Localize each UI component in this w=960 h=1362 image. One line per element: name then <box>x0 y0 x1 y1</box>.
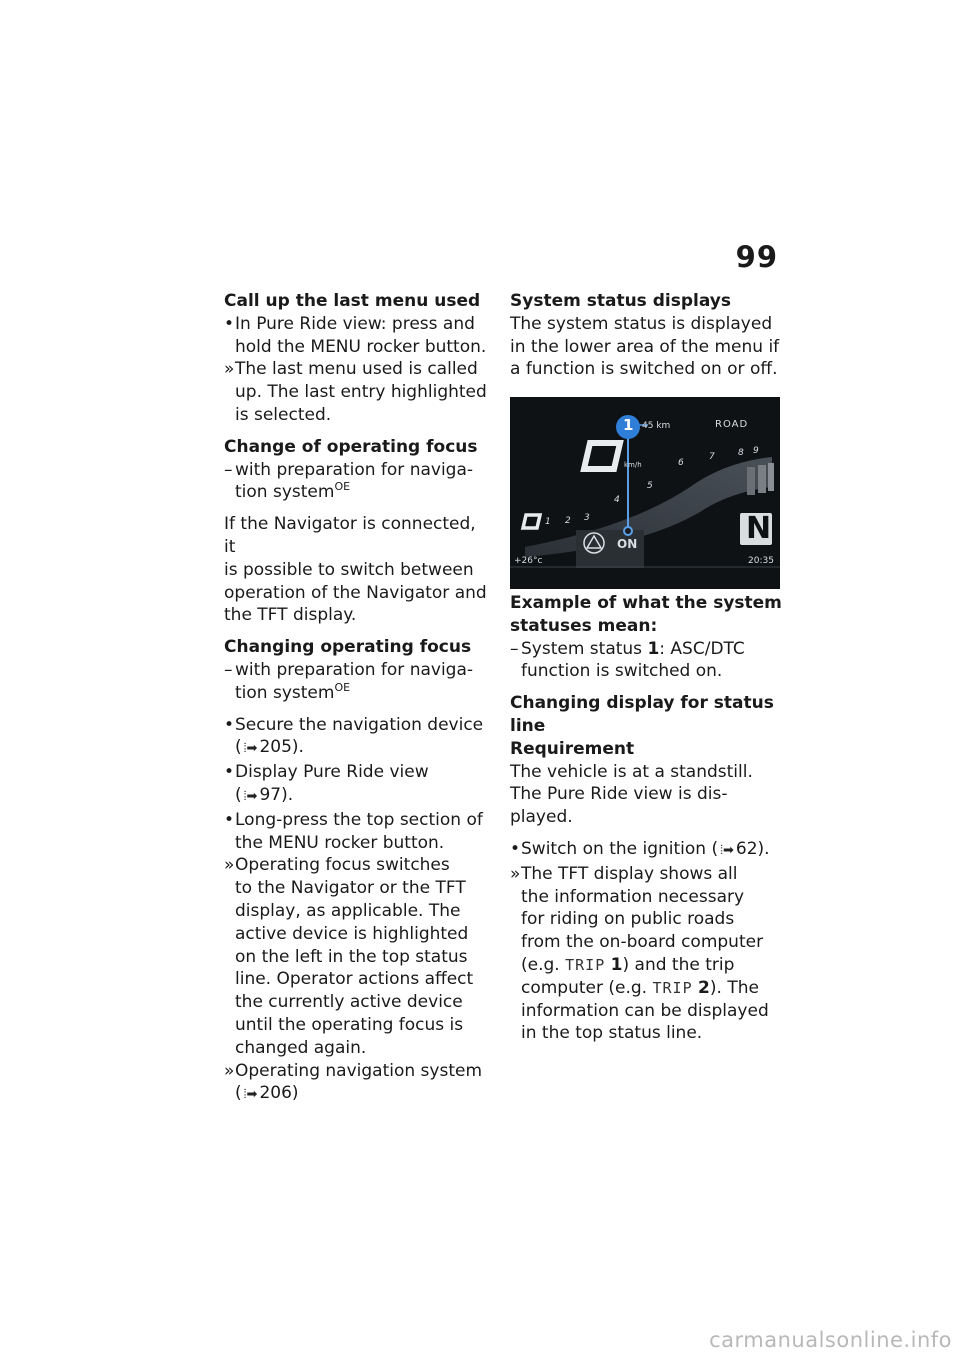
rpm-segment <box>747 467 755 495</box>
bullet-icon: • <box>224 714 235 735</box>
bar-digit <box>523 515 540 528</box>
dash-icon: – <box>510 638 519 659</box>
status-value: ON <box>617 537 638 551</box>
rpm-label: 3 <box>584 513 590 523</box>
heading-changing-focus: Changing operating focus <box>224 637 472 658</box>
rpm-label: 4 <box>614 495 620 505</box>
page-ref-arrow-icon: ⦙➡ <box>243 788 258 804</box>
gear-indicator: N <box>746 511 772 546</box>
result-arrow-icon: » <box>224 359 235 380</box>
temperature: +26°c <box>514 556 543 566</box>
rpm-label: 6 <box>678 458 684 468</box>
speed-unit: km/h <box>624 461 642 469</box>
oe-marker: OE <box>334 480 351 494</box>
range-readout: 45 km <box>642 421 671 431</box>
result-tft-display: » The TFT display shows all the information necessary for riding on public roads from the on-board computer (e.g. TRIP 1) and the trip computer (e.g. TRIP 2). The information can be displayed in the top status line. <box>510 863 769 1044</box>
page-ref-link[interactable]: 97). <box>259 784 294 805</box>
bullet-pure-ride: • Display Pure Ride view ( ⦙➡ 97). <box>224 761 492 809</box>
rpm-label: 2 <box>565 516 571 526</box>
oe-marker: OE <box>334 680 351 694</box>
option-navigation: – with preparation for naviga- tion system$^{OE}$ <box>224 459 474 503</box>
riding-mode: ROAD <box>715 419 749 430</box>
item-system-status-1: – System status 1: ASC/DTC function is switched on. <box>510 638 745 682</box>
bullet-secure-device: • Secure the navigation device ( ⦙➡ 205). <box>224 714 492 762</box>
heading-changing-display: Changing display for status line <box>510 693 774 736</box>
page-ref-link[interactable]: 205). <box>259 737 304 758</box>
result-focus-switches: » Operating focus switches to the Navigator or the TFT display, as applicable. The active device is highlighted on the left in the top status line. Operator actions affect the currently active device until the operating focus is changed again. <box>224 855 474 1058</box>
paragraph-navigator: If the Navigator is connected, it is possible to switch between operation of the Navigator and the TFT display. <box>224 514 487 626</box>
page-ref-link[interactable]: 62). <box>735 838 770 859</box>
rpm-label: 5 <box>647 481 653 491</box>
rpm-band <box>525 457 772 557</box>
left-column <box>224 290 492 1107</box>
rpm-label: 8 <box>738 448 744 458</box>
page-number: 99 <box>735 240 778 274</box>
result-operating-nav: » Operating navigation system ( ⦙➡ 206) <box>224 1060 492 1108</box>
callout-number: 1 <box>623 416 634 434</box>
rpm-segment <box>758 465 766 493</box>
rpm-label: 7 <box>709 452 715 462</box>
rpm-label: 9 <box>753 446 759 456</box>
rpm-segment <box>768 463 774 491</box>
result-arrow-icon: » <box>224 1060 235 1081</box>
callout-anchor <box>624 527 632 535</box>
speed-digit <box>584 443 620 469</box>
result-arrow-icon: » <box>224 855 235 876</box>
paragraph-system-status: The system status is displayed in the lower area of the menu if a function is switched on or off. <box>510 313 780 380</box>
bullet-long-press: • Long-press the top section of the MENU rocker button. <box>224 809 483 853</box>
bullet-ignition: • Switch on the ignition ( ⦙➡ 62). <box>510 838 782 863</box>
page-ref-arrow-icon: ⦙➡ <box>720 842 734 858</box>
bullet-icon: • <box>224 762 235 783</box>
bullet-icon: • <box>224 313 235 334</box>
result-last-menu: » The last menu used is called up. The last entry highlighted is selected. <box>224 359 487 425</box>
dash-icon: – <box>224 459 233 480</box>
page-ref-link[interactable]: 206) <box>259 1083 299 1104</box>
bullet-icon: • <box>224 809 235 830</box>
page-ref-arrow-icon: ⦙➡ <box>243 741 258 757</box>
watermark: carmanualsonline.info <box>709 1328 952 1352</box>
heading-example: Example of what the system statuses mean: <box>510 593 782 636</box>
trip-label: TRIP <box>565 955 606 974</box>
paragraph-requirement: The vehicle is at a standstill. The Pure Ride view is dis- played. <box>510 761 753 828</box>
trip-label: TRIP <box>652 978 693 997</box>
result-arrow-icon: » <box>510 863 521 884</box>
right-column-bottom <box>510 592 782 1045</box>
rpm-label: 1 <box>545 517 551 527</box>
right-column-top <box>510 290 782 381</box>
tft-display-figure <box>510 397 780 589</box>
heading-last-menu: Call up the last menu used <box>224 291 481 311</box>
heading-system-status: System status displays <box>510 291 731 311</box>
clock: 20:35 <box>748 556 774 566</box>
page-ref-arrow-icon: ⦙➡ <box>243 1087 258 1103</box>
bullet-press-hold: • In Pure Ride view: press and hold the MENU rocker button. <box>224 313 487 357</box>
heading-requirement: Requirement <box>510 738 635 759</box>
option-navigation-2: – with preparation for naviga- tion system$^{OE}$ <box>224 659 474 703</box>
bullet-icon: • <box>510 838 521 859</box>
dash-icon: – <box>224 659 233 680</box>
heading-change-focus: Change of operating focus <box>224 436 478 457</box>
